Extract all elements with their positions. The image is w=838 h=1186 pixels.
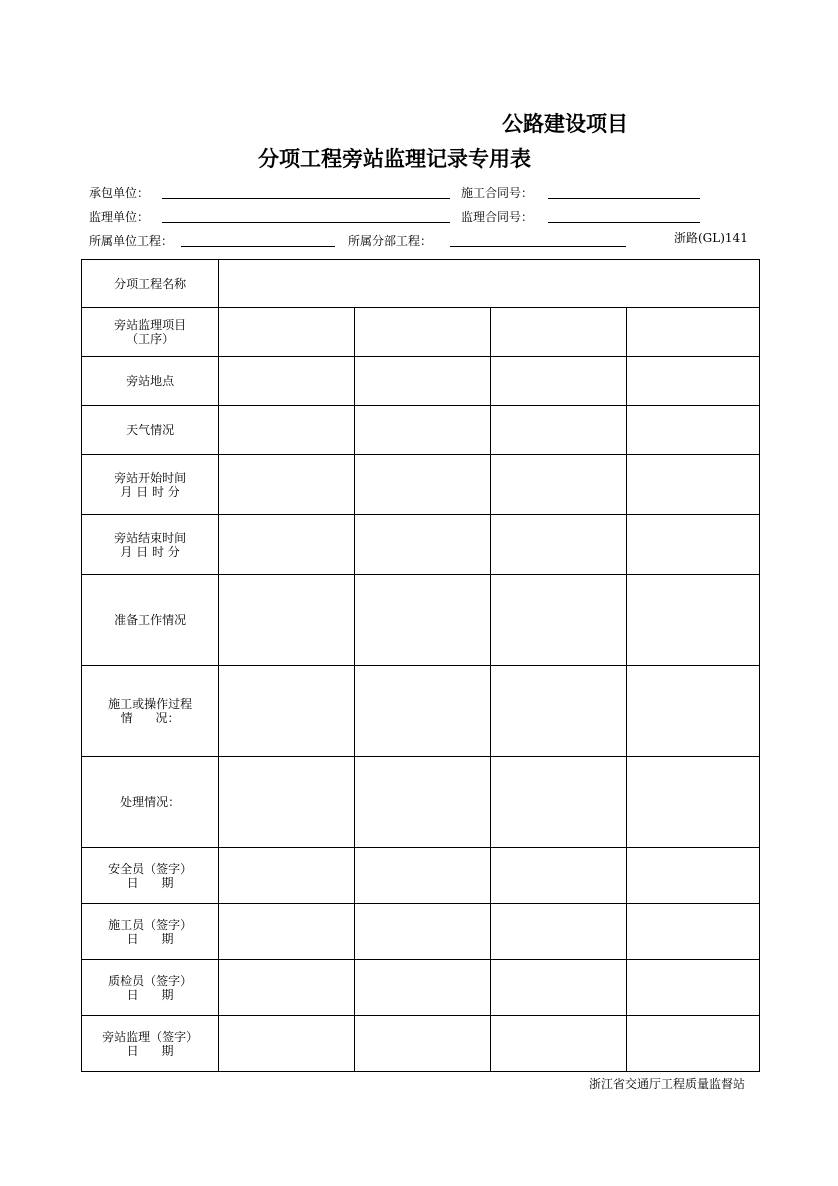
- subitem-name-label: 分项工程名称: [82, 260, 219, 308]
- entry-cell[interactable]: [490, 757, 626, 848]
- table-row: [82, 515, 760, 575]
- row-label-line1: 天气情况: [126, 423, 175, 437]
- entry-cell[interactable]: [219, 848, 355, 904]
- table-row: [82, 357, 760, 406]
- row-label-line1: 旁站监理项目: [114, 318, 187, 332]
- entry-cell[interactable]: [626, 406, 759, 455]
- table-row: [82, 1016, 760, 1072]
- entry-cell[interactable]: [219, 1016, 355, 1072]
- contractor-field[interactable]: [162, 198, 450, 199]
- row-label: [82, 848, 219, 904]
- row-label-line1: 旁站结束时间: [114, 530, 187, 545]
- entry-cell[interactable]: [355, 666, 490, 757]
- division-project-field[interactable]: [450, 246, 626, 247]
- row-label-line2: 日 期: [126, 875, 174, 890]
- construction-contract-label: 施工合同号：: [461, 186, 534, 200]
- row-label: [82, 904, 219, 960]
- subitem-name-field[interactable]: [219, 260, 760, 308]
- row-label-line2: 情 况：: [120, 711, 180, 725]
- entry-cell[interactable]: [355, 515, 490, 575]
- row-label-line1: 安全员（签字）: [108, 861, 193, 876]
- unit-project-field[interactable]: [181, 246, 335, 247]
- construction-contract-field[interactable]: [548, 198, 700, 199]
- entry-cell[interactable]: [490, 455, 626, 515]
- row-label: [82, 357, 219, 406]
- entry-cell[interactable]: [490, 1016, 626, 1072]
- supervision-contract-field[interactable]: [548, 222, 700, 223]
- entry-cell[interactable]: [626, 666, 759, 757]
- table-row: [82, 960, 760, 1016]
- entry-cell[interactable]: [490, 960, 626, 1016]
- table-row: [82, 848, 760, 904]
- row-label-line1: 处理情况：: [120, 795, 181, 809]
- entry-cell[interactable]: [626, 904, 759, 960]
- table-row: [82, 455, 760, 515]
- entry-cell[interactable]: [626, 308, 759, 357]
- entry-cell[interactable]: [219, 406, 355, 455]
- supervisor-label: 监理单位：: [89, 210, 150, 224]
- entry-cell[interactable]: [626, 960, 759, 1016]
- entry-cell[interactable]: [219, 666, 355, 757]
- row-label-line1: 质检员（签字）: [108, 973, 193, 988]
- row-label-line2: 月 日 时 分: [120, 484, 180, 499]
- supervisor-field[interactable]: [162, 222, 450, 223]
- row-label-line1: 旁站地点: [126, 374, 175, 388]
- division-project-label: 所属分部工程：: [348, 234, 433, 248]
- entry-cell[interactable]: [626, 357, 759, 406]
- table-row: [82, 260, 760, 308]
- entry-cell[interactable]: [355, 960, 490, 1016]
- supervision-contract-label: 监理合同号：: [461, 210, 534, 224]
- entry-cell[interactable]: [355, 904, 490, 960]
- row-label-line1: 旁站开始时间: [114, 470, 187, 485]
- entry-cell[interactable]: [626, 575, 759, 666]
- entry-cell[interactable]: [490, 357, 626, 406]
- table-row: [82, 406, 760, 455]
- entry-cell[interactable]: [490, 406, 626, 455]
- row-label-line1: 施工员（签字）: [108, 917, 193, 932]
- entry-cell[interactable]: [355, 757, 490, 848]
- entry-cell[interactable]: [219, 515, 355, 575]
- row-label: [82, 575, 219, 666]
- entry-cell[interactable]: [355, 357, 490, 406]
- entry-cell[interactable]: [219, 960, 355, 1016]
- row-label: [82, 406, 219, 455]
- unit-project-label: 所属单位工程：: [89, 234, 174, 248]
- row-label-line1: 准备工作情况: [114, 613, 187, 627]
- row-label: [82, 960, 219, 1016]
- row-label-line2: 日 期: [126, 931, 174, 946]
- row-label-line1: 旁站监理（签字）: [102, 1029, 199, 1044]
- entry-cell[interactable]: [490, 848, 626, 904]
- entry-cell[interactable]: [490, 904, 626, 960]
- form-code: 浙路(GL)141: [674, 231, 748, 245]
- entry-cell[interactable]: [626, 757, 759, 848]
- entry-cell[interactable]: [490, 515, 626, 575]
- entry-cell[interactable]: [219, 575, 355, 666]
- entry-cell[interactable]: [219, 308, 355, 357]
- entry-cell[interactable]: [355, 848, 490, 904]
- entry-cell[interactable]: [355, 308, 490, 357]
- entry-cell[interactable]: [355, 455, 490, 515]
- contractor-label: 承包单位：: [89, 186, 150, 200]
- table-row: [82, 308, 760, 357]
- entry-cell[interactable]: [355, 406, 490, 455]
- row-label: [82, 757, 219, 848]
- entry-cell[interactable]: [490, 308, 626, 357]
- row-label-line1: 施工或操作过程: [108, 697, 193, 711]
- row-label-line2: 月 日 时 分: [120, 544, 180, 559]
- entry-cell[interactable]: [490, 666, 626, 757]
- table-row: [82, 757, 760, 848]
- row-label: [82, 666, 219, 757]
- row-label: [82, 515, 219, 575]
- entry-cell[interactable]: [626, 1016, 759, 1072]
- entry-cell[interactable]: [626, 515, 759, 575]
- entry-cell[interactable]: [219, 357, 355, 406]
- table-row: [82, 904, 760, 960]
- row-label-line2: （工序）: [126, 332, 175, 346]
- table-row: [82, 575, 760, 666]
- entry-cell[interactable]: [626, 848, 759, 904]
- entry-cell[interactable]: [355, 575, 490, 666]
- row-label: [82, 1016, 219, 1072]
- entry-cell[interactable]: [626, 455, 759, 515]
- record-table: [81, 259, 760, 1072]
- project-title: 公路建设项目: [502, 111, 628, 136]
- entry-cell[interactable]: [219, 904, 355, 960]
- form-title: 分项工程旁站监理记录专用表: [258, 146, 531, 171]
- table-row: [82, 666, 760, 757]
- row-label-line2: 日 期: [126, 987, 174, 1002]
- row-label: [82, 455, 219, 515]
- entry-cell[interactable]: [219, 757, 355, 848]
- entry-cell[interactable]: [219, 455, 355, 515]
- row-label: [82, 308, 219, 357]
- row-label-line2: 日 期: [126, 1043, 174, 1058]
- entry-cell[interactable]: [355, 1016, 490, 1072]
- issuer-footer: 浙江省交通厅工程质量监督站: [589, 1077, 746, 1091]
- entry-cell[interactable]: [490, 575, 626, 666]
